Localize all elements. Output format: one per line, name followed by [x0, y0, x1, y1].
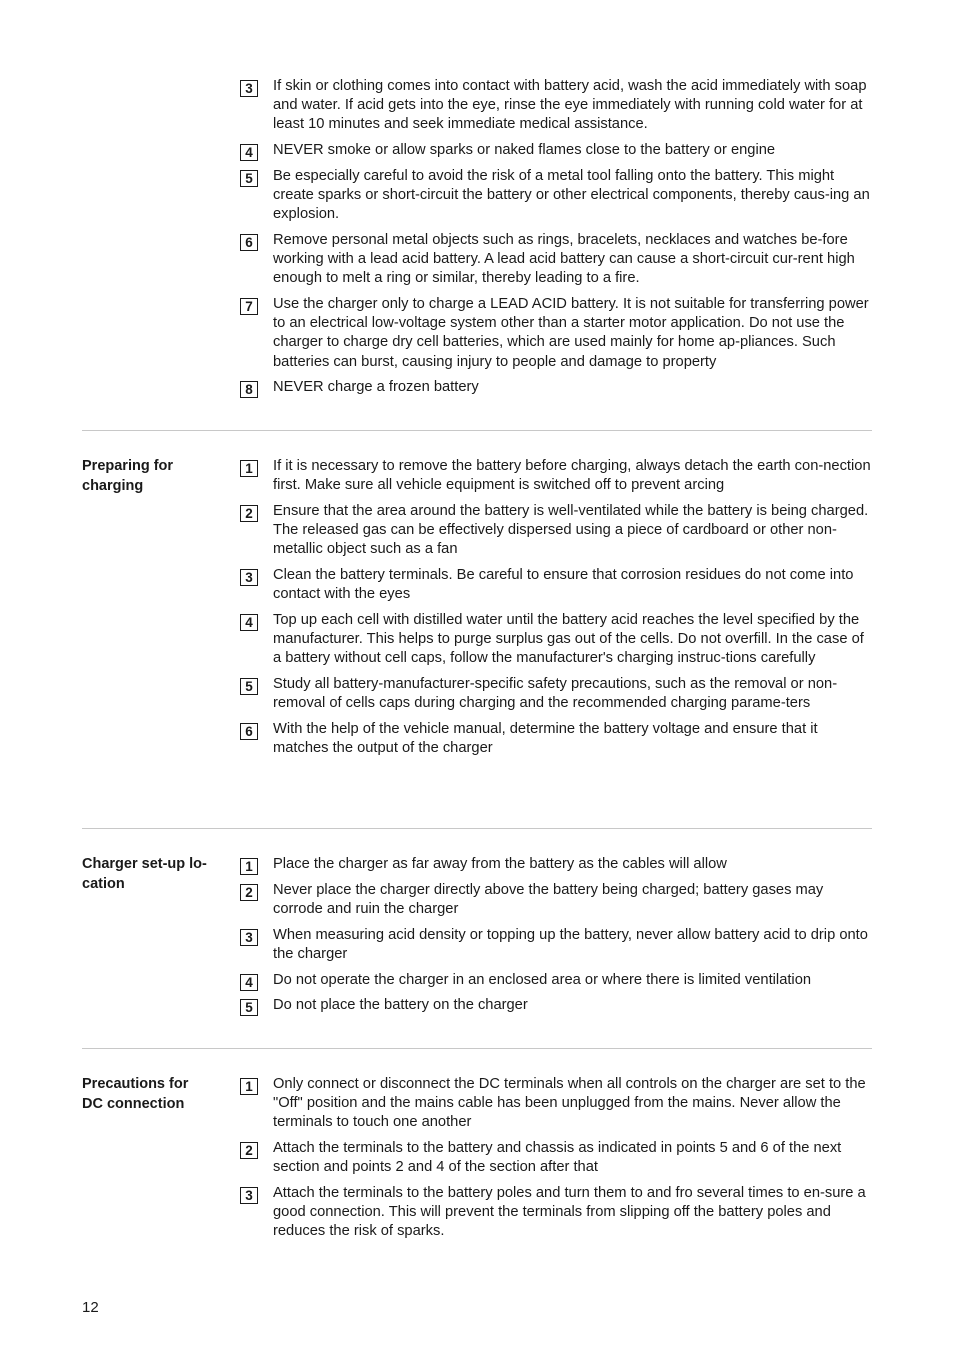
step-text: Only connect or disconnect the DC terminals when all controls on the charger are set to the "Off" position and the mains cable has been unplugged from the mains. Never allow the terminals to touch one another	[273, 1076, 866, 1131]
step-number-box: 5	[240, 999, 258, 1016]
step-item	[240, 881, 872, 919]
step-number-box: 5	[240, 678, 258, 695]
step-number-box: 2	[240, 1142, 258, 1159]
section-title: Precautions for DC connection	[82, 1076, 189, 1112]
step-list	[240, 855, 872, 1022]
step-item	[240, 996, 872, 1015]
step-number-box: 2	[240, 505, 258, 522]
step-number-box: 1	[240, 858, 258, 875]
step-item	[240, 720, 872, 758]
step-item	[240, 77, 872, 135]
step-text: Top up each cell with distilled water until the battery acid reaches the level specified by the manufacturer. This helps to purge surplus gas out of the cells. Do not overfill. In the case of a battery without cell caps, follow the manufacturer's charging instruc-tions carefully	[273, 611, 864, 667]
step-number-box: 1	[240, 460, 258, 477]
step-text: If skin or clothing comes into contact with battery acid, wash the acid immediately with soap and water. If acid gets into the eye, rinse the eye immediately with running cold water for at least 10 minutes and seek immediate medical assistance.	[273, 78, 867, 133]
step-text: Remove personal metal objects such as rings, bracelets, necklaces and watches be-fore working with a lead acid battery. A lead acid battery can cause a short-circuit cur-rent high enough to melt a ring or similar, thereby leading to a fire.	[273, 231, 855, 287]
step-text: Do not place the battery on the charger	[273, 997, 528, 1014]
step-item	[240, 457, 872, 495]
step-text: NEVER charge a frozen battery	[273, 379, 479, 396]
step-item	[240, 378, 872, 397]
step-text: Never place the charger directly above the battery being charged; battery gases may corrode and ruin the charger	[273, 881, 824, 917]
step-number-box: 3	[240, 1187, 258, 1204]
section-divider	[82, 1048, 872, 1049]
step-number-box: 6	[240, 234, 258, 251]
step-item	[240, 611, 872, 669]
step-text: Ensure that the area around the battery is well-ventilated while the battery is being charged. The released gas can be effectively dispersed using a piece of cardboard or other non-metallic object such as a fan	[273, 502, 869, 558]
step-text: Place the charger as far away from the battery as the cables will allow	[273, 856, 727, 872]
step-item	[240, 1184, 872, 1242]
step-number-box: 4	[240, 144, 258, 161]
step-number-box: 4	[240, 614, 258, 631]
step-text: Use the charger only to charge a LEAD ACID battery. It is not suitable for transferring power to an electrical low-voltage system other than a starter motor application. Do not use the charger to charge dry cell batteries, which are used mainly for home ap-pliances. Such batteries can burst, causing injury to people and damage to property	[273, 296, 869, 370]
step-item	[240, 231, 872, 289]
step-text: When measuring acid density or topping up the battery, never allow battery acid to drip onto the charger	[273, 926, 868, 962]
step-text: NEVER smoke or allow sparks or naked flames close to the battery or engine	[273, 142, 776, 159]
step-text: Clean the battery terminals. Be careful to ensure that corrosion residues do not come into contact with the eyes	[273, 567, 854, 603]
page-number: 12	[82, 1299, 99, 1316]
step-number-box: 7	[240, 298, 258, 315]
step-number-box: 5	[240, 170, 258, 187]
step-text: Study all battery-manufacturer-specific safety precautions, such as the removal or non-removal of cells caps during charging and the recommended charging parame-ters	[273, 676, 838, 712]
step-item	[240, 855, 872, 874]
step-list	[240, 77, 872, 404]
section-divider	[82, 430, 872, 431]
step-list	[240, 1075, 872, 1248]
section-title: Charger set-up lo- cation	[82, 856, 207, 892]
step-item	[240, 502, 872, 560]
step-number-box: 3	[240, 929, 258, 946]
step-text: With the help of the vehicle manual, determine the battery voltage and ensure that it matches the output of the charger	[273, 720, 818, 757]
step-item	[240, 675, 872, 713]
step-number-box: 8	[240, 381, 258, 398]
step-item	[240, 566, 872, 604]
step-text: Be especially careful to avoid the risk of a metal tool falling onto the battery. This might create sparks or short-circuit the battery or other electrical components, thereby caus-ing an explosion.	[273, 167, 870, 223]
section-title: Preparing for charging	[82, 458, 174, 494]
step-item	[240, 926, 872, 964]
step-number-box: 1	[240, 1078, 258, 1095]
step-item	[240, 141, 872, 160]
section-divider	[82, 828, 872, 829]
step-number-box: 3	[240, 569, 258, 586]
step-number-box: 2	[240, 884, 258, 901]
step-item	[240, 971, 872, 990]
step-item	[240, 295, 872, 372]
step-item	[240, 1075, 872, 1133]
step-number-box: 4	[240, 974, 258, 991]
step-text: Attach the terminals to the battery poles and turn them to and fro several times to en-sure a good connection. This will prevent the terminals from slipping off the battery poles and reduces the risk of sparks.	[273, 1185, 866, 1240]
step-number-box: 6	[240, 723, 258, 740]
step-text: Attach the terminals to the battery and chassis as indicated in points 5 and 6 of the next section and points 2 and 4 of the section after that	[273, 1140, 842, 1176]
step-item	[240, 1139, 872, 1177]
step-text: Do not operate the charger in an enclosed area or where there is limited ventilation	[273, 971, 812, 988]
step-text: If it is necessary to remove the battery before charging, always detach the earth con-nection first. Make sure all vehicle equipment is switched off to prevent arcing	[273, 458, 871, 494]
step-number-box: 3	[240, 80, 258, 97]
step-list	[240, 457, 872, 765]
step-item	[240, 167, 872, 225]
